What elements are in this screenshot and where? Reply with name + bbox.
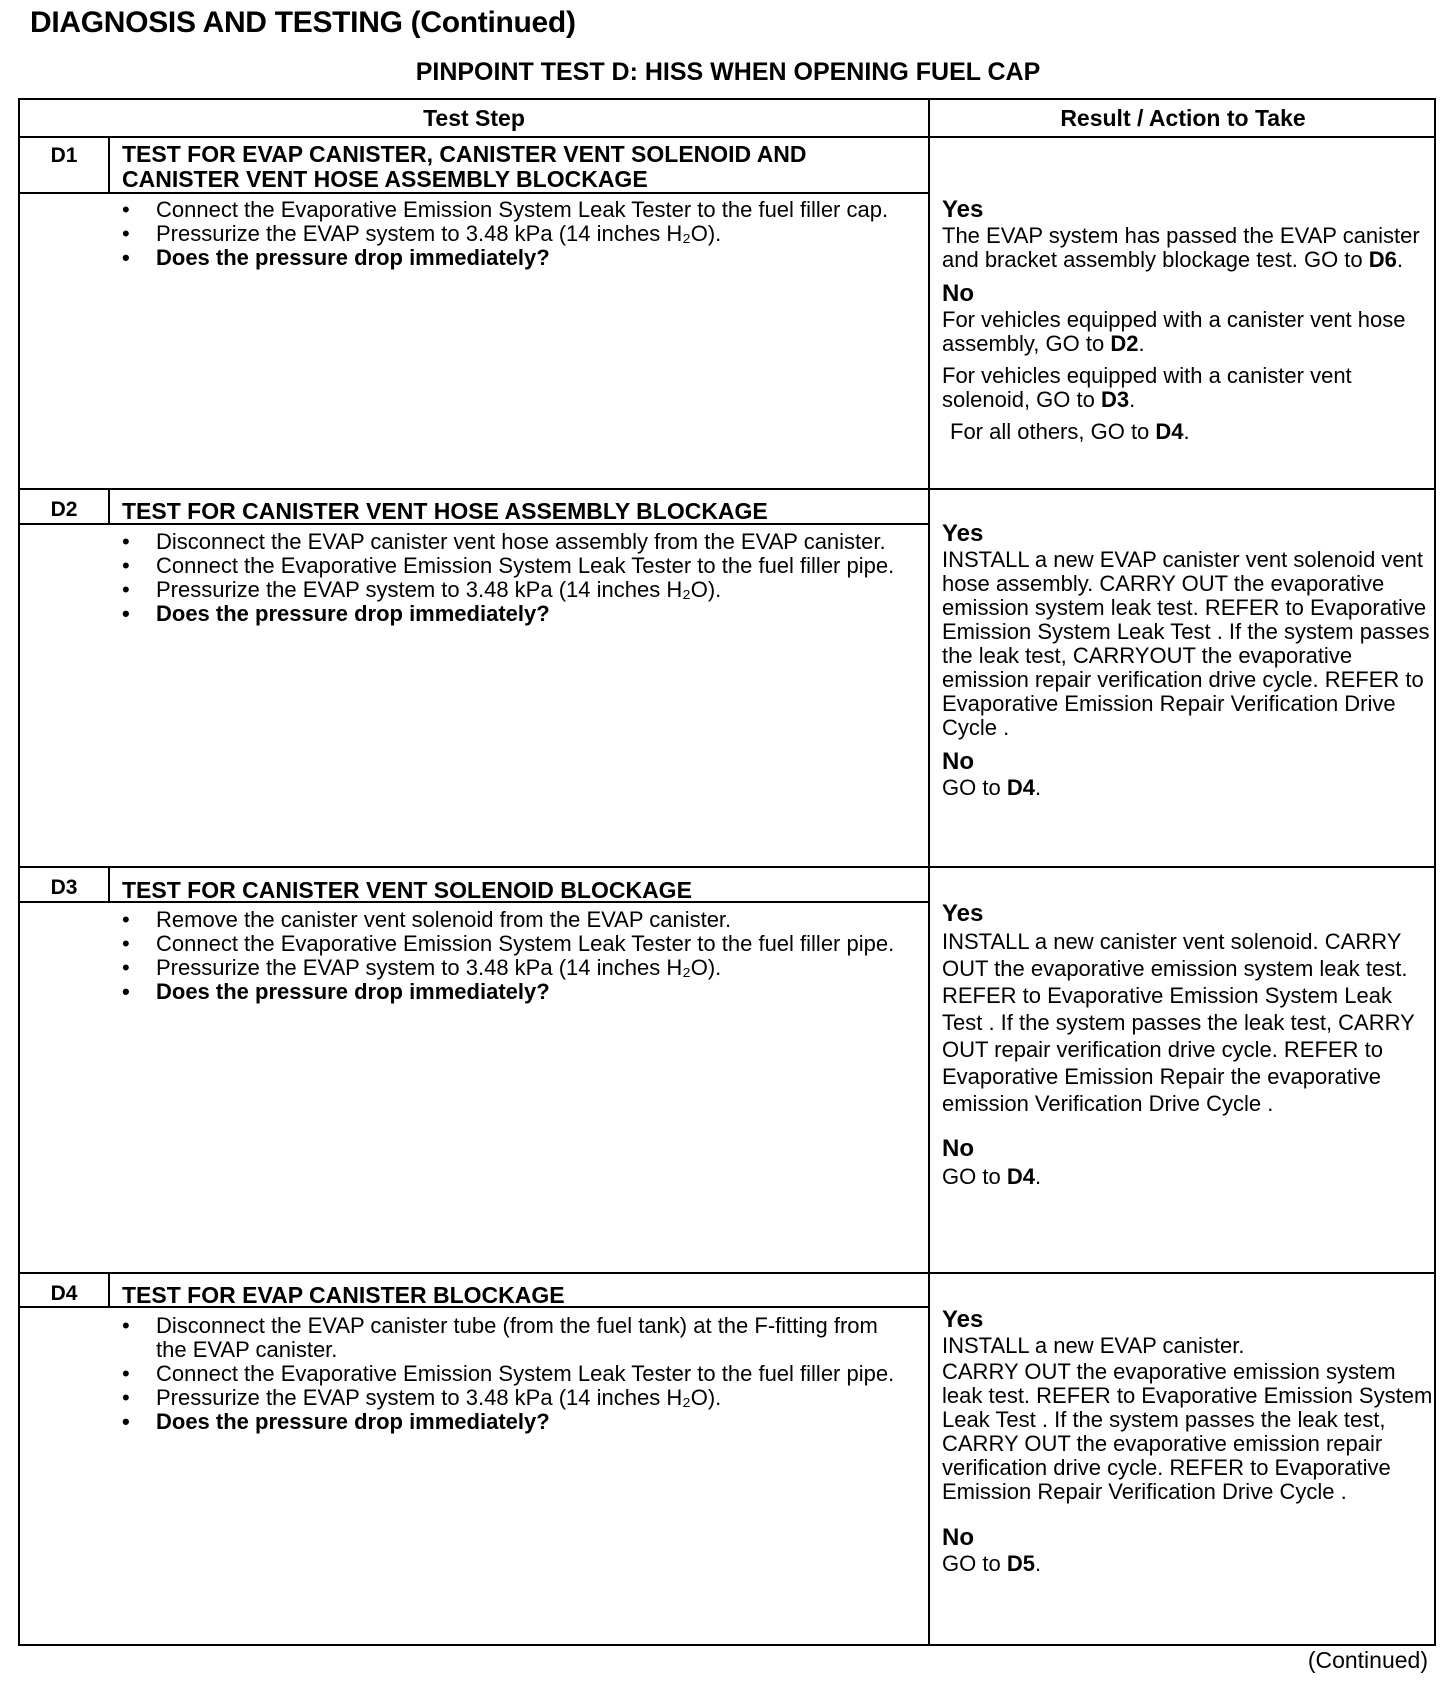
no-label: No [942,1135,974,1162]
list-item: • Does the pressure drop immediately? [116,246,906,270]
list-item: • Connect the Evaporative Emission System Leak Tester to the fuel filler pipe. [116,932,906,956]
step-reference: D4 [1006,1164,1035,1189]
step-id-divider [108,866,110,901]
list-item: • Pressurize the EVAP system to 3.48 kPa (14 inches H₂O). [116,578,906,602]
yes-label: Yes [942,1306,984,1333]
no-action: For vehicles equipped with a canister vent hose assembly, GO to D2. [942,307,1406,356]
row-divider [20,866,1434,868]
continued-note: (Continued) [1307,1647,1428,1673]
step-heading: TEST FOR CANISTER VENT SOLENOID BLOCKAGE [122,877,692,903]
step-id-divider [108,136,110,192]
list-item: • Disconnect the EVAP canister vent hose assembly from the EVAP canister. [116,530,906,554]
list-item: • Pressurize the EVAP system to 3.48 kPa (14 inches H₂O). [116,222,906,246]
step-reference: D6 [1368,247,1397,272]
yes-action: INSTALL a new EVAP canister vent solenoid vent hose assembly. CARRY OUT the evaporative emission system leak test. REFER to Evaporative Emission System Leak Test . If the system passes the leak test, CARRYOUT the evaporative emission repair verification drive cycle. REFER to Evaporative Emission Repair Verification Drive Cycle . [942,547,1430,740]
step-procedure-list [116,1314,906,1434]
pinpoint-test-title: PINPOINT TEST D: HISS WHEN OPENING FUEL CAP [415,58,1041,86]
step-id: D3 [50,876,78,899]
no-action: For vehicles equipped with a canister vent solenoid, GO to D3. [942,363,1352,412]
no-action: GO to D4. [942,1164,1042,1189]
list-item: • Connect the Evaporative Emission System Leak Tester to the fuel filler cap. [116,198,906,222]
list-item: • Disconnect the EVAP canister tube (from the fuel tank) at the F-fitting from the EVAP canister. [116,1314,906,1362]
yes-action: INSTALL a new canister vent solenoid. CARRY OUT the evaporative emission system leak test. [942,929,1408,981]
pinpoint-test-table [18,98,1436,1646]
step-heading-rule [20,523,928,525]
step-reference: D4 [1155,419,1184,444]
column-header-result: Result / Action to Take [1060,105,1306,131]
list-item: • Pressurize the EVAP system to 3.48 kPa (14 inches H₂O). [116,1386,906,1410]
yes-action: CARRY OUT the evaporative emission system leak test. REFER to Evaporative Emission System Leak Test . If the system passes the leak test, CARRY OUT the evaporative emission repair verification drive cycle. REFER to Evaporative Emission Repair Verification Drive Cycle . [942,1359,1433,1504]
result-cell [942,900,1434,1198]
step-id-divider [108,488,110,523]
yes-label: Yes [942,520,984,547]
result-cell [942,196,1434,452]
yes-label: Yes [942,900,984,927]
result-cell [942,1306,1434,1584]
list-item: • Remove the canister vent solenoid from the EVAP canister. [116,908,906,932]
step-reference: D2 [1110,331,1139,356]
list-item: • Does the pressure drop immediately? [116,980,906,1004]
yes-label: Yes [942,196,984,223]
step-procedure-list [116,908,906,1004]
yes-action: REFER to Evaporative Emission System Leak Test . If the system passes the leak test, CARRY OUT repair verification drive cycle. REFER to Evaporative Emission Repair the evaporative emission Verification Drive Cycle . [942,983,1415,1116]
list-item: • Pressurize the EVAP system to 3.48 kPa (14 inches H₂O). [116,956,906,980]
step-heading-rule [20,1306,928,1308]
step-heading: TEST FOR EVAP CANISTER, CANISTER VENT SOLENOID AND CANISTER VENT HOSE ASSEMBLY BLOCKAGE [122,141,807,192]
no-action: GO to D5. [942,1551,1042,1576]
no-label: No [942,280,974,307]
step-reference: D5 [1006,1551,1035,1576]
result-cell [942,520,1434,808]
step-procedure-list [116,198,906,270]
list-item: • Does the pressure drop immediately? [116,1410,906,1434]
yes-action: INSTALL a new EVAP canister. [942,1333,1245,1358]
step-reference: D4 [1006,775,1035,800]
row-divider [20,488,1434,490]
column-divider [928,100,930,1644]
page-title: DIAGNOSIS AND TESTING (Continued) [30,6,576,39]
step-id: D4 [50,1282,78,1305]
step-procedure-list [116,530,906,626]
step-reference: D3 [1101,387,1130,412]
step-id: D2 [50,498,78,521]
step-id-divider [108,1272,110,1306]
step-heading-rule [20,192,928,194]
no-action: For all others, GO to D4. [950,419,1190,444]
list-item: • Connect the Evaporative Emission System Leak Tester to the fuel filler pipe. [116,1362,906,1386]
header-rule [20,136,1434,138]
step-heading: TEST FOR CANISTER VENT HOSE ASSEMBLY BLOCKAGE [122,498,768,524]
step-id: D1 [50,144,78,167]
step-heading-rule [20,901,928,903]
row-divider [20,1272,1434,1274]
no-label: No [942,748,974,775]
step-heading: TEST FOR EVAP CANISTER BLOCKAGE [122,1282,565,1308]
yes-action: The EVAP system has passed the EVAP canister and bracket assembly blockage test. GO to D6. [942,223,1420,272]
list-item: • Connect the Evaporative Emission System Leak Tester to the fuel filler pipe. [116,554,906,578]
list-item: • Does the pressure drop immediately? [116,602,906,626]
column-header-test-step: Test Step [423,105,525,131]
no-label: No [942,1524,974,1551]
no-action: GO to D4. [942,775,1042,800]
